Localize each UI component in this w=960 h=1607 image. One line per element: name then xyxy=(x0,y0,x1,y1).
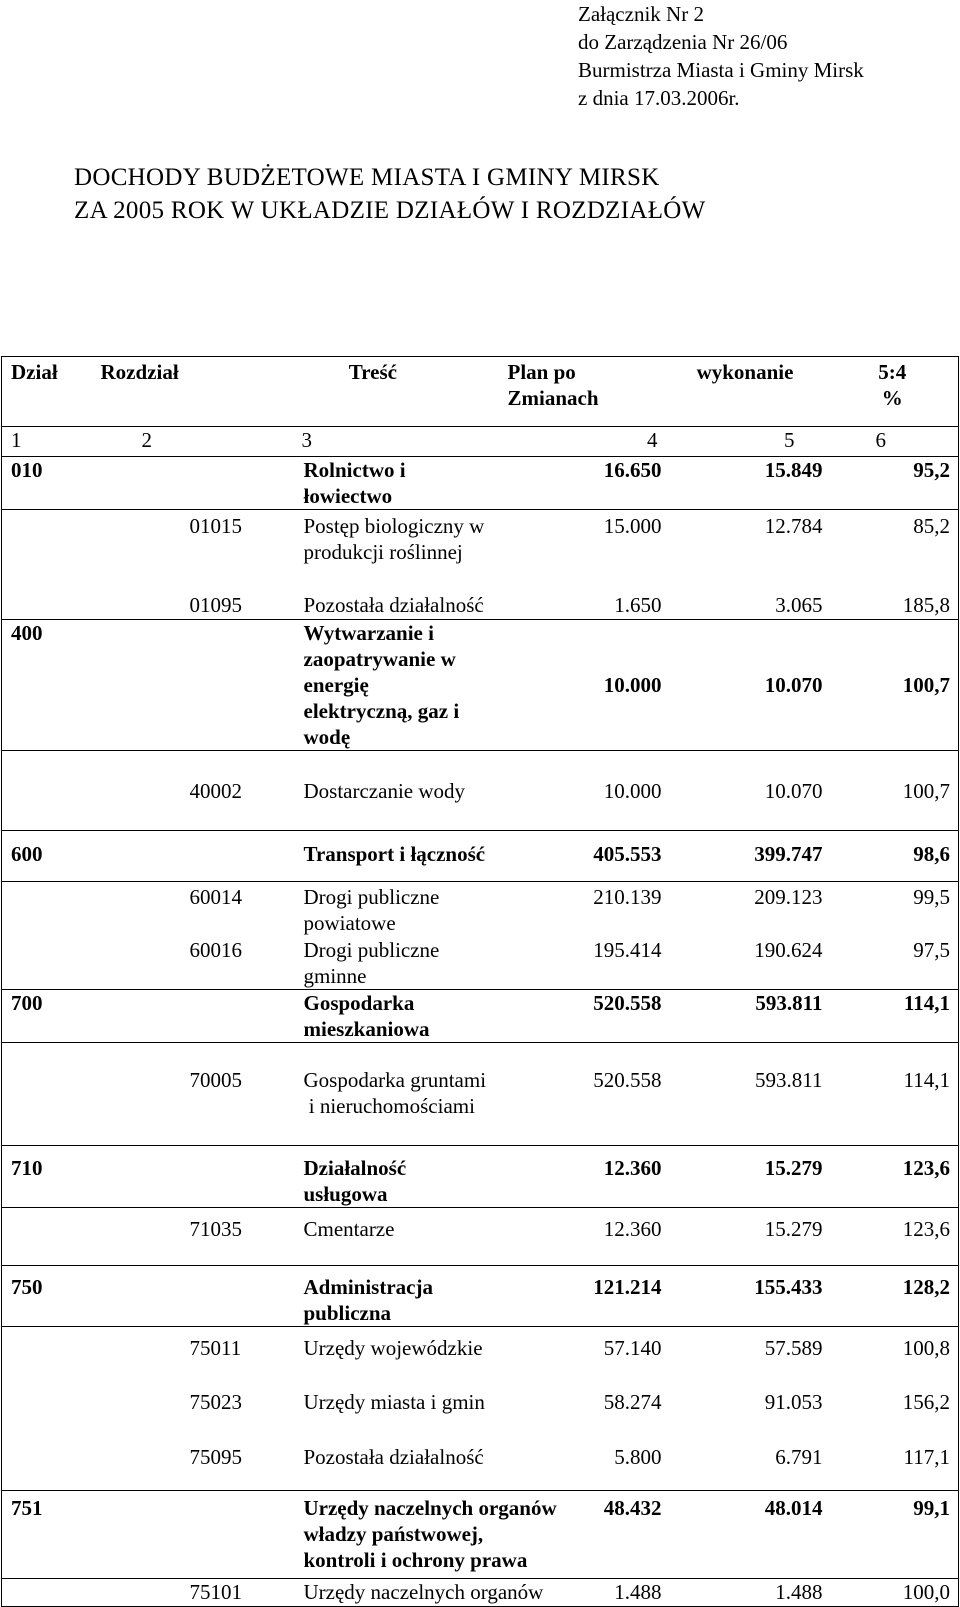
wykonanie-value: 190.624 xyxy=(664,937,827,990)
rozdzial-code: 01015 xyxy=(189,514,242,538)
dzial-code xyxy=(2,882,92,937)
rozdzial-row xyxy=(2,1436,959,1490)
wykonanie-value: 399.747 xyxy=(664,831,827,882)
column-number-row xyxy=(2,427,959,457)
dzial-row xyxy=(2,457,959,510)
header-ratio xyxy=(827,357,959,427)
wykonanie-value: 57.589 xyxy=(764,1335,823,1360)
ratio-value: 100,7 xyxy=(827,620,959,751)
plan-value: 12.360 xyxy=(494,1145,664,1207)
dzial-code: 400 xyxy=(2,620,92,751)
ratio-value: 95,2 xyxy=(827,457,959,510)
dzial-code: 010 xyxy=(2,457,92,510)
rozdzial-code xyxy=(92,989,302,1042)
header-plan-line1: Plan po xyxy=(507,360,576,384)
dzial-row xyxy=(2,989,959,1042)
tresc: Pozostała działalność xyxy=(302,1436,494,1490)
rozdzial-code: 75011 xyxy=(189,1335,242,1360)
ratio-value: 185,8 xyxy=(827,592,959,620)
dzial-code xyxy=(2,1381,92,1436)
header-rozdzial-tresc xyxy=(92,357,494,427)
wykonanie-value: 3.065 xyxy=(664,592,827,620)
tresc: Cmentarze xyxy=(302,1207,494,1265)
rozdzial-code: 40002 xyxy=(92,751,302,831)
plan-value: 1.488 xyxy=(494,1578,664,1606)
dzial-code xyxy=(2,1207,92,1265)
dzial-code: 751 xyxy=(2,1490,92,1578)
rozdzial-code xyxy=(92,1145,302,1207)
ratio-value: 97,5 xyxy=(827,937,959,990)
plan-value: 12.360 xyxy=(494,1207,664,1265)
annex-line: Załącznik Nr 2 xyxy=(578,2,704,26)
plan-value: 58.274 xyxy=(603,1390,662,1414)
plan-value: 520.558 xyxy=(494,989,664,1042)
dzial-row xyxy=(2,1145,959,1207)
dzial-code: 750 xyxy=(2,1265,92,1326)
rozdzial-code: 71035 xyxy=(92,1207,302,1265)
tresc-line: władzy państwowej, xyxy=(303,1521,484,1546)
ratio-value: 99,1 xyxy=(827,1490,959,1578)
tresc-line: Gospodarka gruntami xyxy=(303,1067,487,1092)
plan-value: 48.432 xyxy=(494,1490,664,1578)
dzial-code: 710 xyxy=(2,1145,92,1207)
tresc: Drogi publiczne powiatowe xyxy=(303,885,440,935)
wykonanie-value: 91.053 xyxy=(764,1390,823,1414)
rozdzial-row xyxy=(2,937,959,990)
rozdzial-row xyxy=(2,1578,959,1606)
column-number: 3 xyxy=(302,427,494,457)
rozdzial-code: 70005 xyxy=(92,1042,302,1145)
plan-value: 5.800 xyxy=(494,1436,664,1490)
rozdzial-code xyxy=(92,831,302,882)
tresc-line: elektryczną, gaz i wodę xyxy=(303,699,460,749)
column-number: 6 xyxy=(827,427,959,457)
header-plan xyxy=(494,357,664,427)
title-line: ZA 2005 ROK W UKŁADZIE DZIAŁÓW I ROZDZIAŁÓW xyxy=(74,197,706,224)
tresc xyxy=(302,1042,494,1145)
dzial-code xyxy=(2,1436,92,1490)
ratio-value: 100,8 xyxy=(827,1326,959,1381)
plan-value: 210.139 xyxy=(593,885,662,909)
rozdzial-row xyxy=(2,1042,959,1145)
header-rozdzial: Rozdział xyxy=(100,360,179,384)
plan-value: 1.650 xyxy=(494,592,664,620)
tresc: Transport i łączność xyxy=(302,831,494,882)
document-title xyxy=(74,161,706,227)
wykonanie-value: 593.811 xyxy=(664,989,827,1042)
dzial-code xyxy=(2,510,92,592)
rozdzial-code: 01095 xyxy=(92,592,302,620)
wykonanie-value: 10.070 xyxy=(664,620,827,751)
dzial-code xyxy=(2,1326,92,1381)
header-ratio-line2: % xyxy=(881,386,903,410)
wykonanie-value: 6.791 xyxy=(664,1436,827,1490)
tresc: Urzędy miasta i gmin xyxy=(303,1390,485,1414)
rozdzial-code xyxy=(92,1490,302,1578)
annex-line: do Zarządzenia Nr 26/06 xyxy=(578,30,788,54)
tresc: Drogi publiczne gminne xyxy=(302,937,494,990)
tresc-line: kontroli i ochrony prawa xyxy=(303,1547,528,1572)
annex-line: Burmistrza Miasta i Gminy Mirsk xyxy=(578,58,864,82)
plan-value: 520.558 xyxy=(494,1042,664,1145)
wykonanie-value: 1.488 xyxy=(664,1578,827,1606)
tresc: Urzędy naczelnych organów xyxy=(302,1578,494,1606)
ratio-value: 123,6 xyxy=(827,1207,959,1265)
tresc xyxy=(302,510,494,592)
budget-table xyxy=(1,356,959,1607)
ratio-value: 100,7 xyxy=(827,751,959,831)
rozdzial-code xyxy=(92,1265,302,1326)
tresc xyxy=(302,1490,557,1578)
tresc: Urzędy wojewódzkie xyxy=(303,1335,483,1360)
tresc-line: Urzędy naczelnych organów xyxy=(303,1495,557,1520)
ratio-value: 99,5 xyxy=(827,882,959,937)
rozdzial-row xyxy=(2,592,959,620)
ratio-value: 85,2 xyxy=(827,510,959,592)
plan-value: 405.553 xyxy=(494,831,664,882)
ratio-value: 117,1 xyxy=(827,1436,959,1490)
ratio-value: 100,0 xyxy=(827,1578,959,1606)
annex-header xyxy=(578,0,864,112)
rozdzial-row xyxy=(2,882,959,937)
tresc-line: i nieruchomościami xyxy=(303,1093,475,1118)
plan-value: 121.214 xyxy=(494,1265,664,1326)
tresc: Rolnictwo i łowiectwo xyxy=(302,457,494,510)
column-number: 4 xyxy=(494,427,664,457)
plan-value: 57.140 xyxy=(603,1335,662,1360)
dzial-row xyxy=(2,1490,959,1578)
column-number: 2 xyxy=(92,427,302,457)
rozdzial-code: 60014 xyxy=(189,885,242,909)
column-number: 1 xyxy=(2,427,92,457)
rozdzial-code: 75023 xyxy=(189,1390,242,1414)
dzial-code: 600 xyxy=(2,831,92,882)
ratio-value: 156,2 xyxy=(827,1381,959,1436)
rozdzial-row xyxy=(2,510,959,592)
header-dzial: Dział xyxy=(2,357,92,427)
ratio-value: 128,2 xyxy=(827,1265,959,1326)
plan-value: 10.000 xyxy=(494,620,664,751)
rozdzial-row xyxy=(2,1326,959,1381)
header-plan-line2: Zmianach xyxy=(507,386,599,410)
tresc-line: produkcji roślinnej xyxy=(303,540,463,564)
wykonanie-value: 12.784 xyxy=(764,514,823,538)
tresc: Gospodarka mieszkaniowa xyxy=(302,989,494,1042)
wykonanie-value: 10.070 xyxy=(664,751,827,831)
title-line: DOCHODY BUDŻETOWE MIASTA I GMINY MIRSK xyxy=(74,164,660,191)
wykonanie-value: 593.811 xyxy=(664,1042,827,1145)
tresc-line: Wytwarzanie i xyxy=(303,621,434,645)
tresc-line: Postęp biologiczny w xyxy=(303,514,485,538)
rozdzial-code: 75095 xyxy=(92,1436,302,1490)
plan-value: 16.650 xyxy=(494,457,664,510)
column-number: 5 xyxy=(664,427,827,457)
rozdzial-code: 60016 xyxy=(92,937,302,990)
plan-value: 195.414 xyxy=(494,937,664,990)
ratio-value: 123,6 xyxy=(827,1145,959,1207)
dzial-code xyxy=(2,1578,92,1606)
rozdzial-row xyxy=(2,1381,959,1436)
wykonanie-value: 48.014 xyxy=(664,1490,827,1578)
tresc xyxy=(302,620,494,751)
dzial-code xyxy=(2,751,92,831)
tresc: Administracja publiczna xyxy=(302,1265,494,1326)
rozdzial-code xyxy=(92,620,302,751)
dzial-row xyxy=(2,831,959,882)
dzial-code xyxy=(2,592,92,620)
tresc: Dostarczanie wody xyxy=(302,751,494,831)
rozdzial-code xyxy=(92,457,302,510)
dzial-code: 700 xyxy=(2,989,92,1042)
dzial-code xyxy=(2,1042,92,1145)
wykonanie-value: 155.433 xyxy=(664,1265,827,1326)
ratio-value: 114,1 xyxy=(827,989,959,1042)
dzial-row xyxy=(2,620,959,751)
tresc: Działalność usługowa xyxy=(302,1145,494,1207)
plan-value: 10.000 xyxy=(494,751,664,831)
dzial-code xyxy=(2,937,92,990)
plan-value: 15.000 xyxy=(603,514,662,538)
ratio-value: 114,1 xyxy=(827,1042,959,1145)
annex-line: z dnia 17.03.2006r. xyxy=(578,86,740,110)
wykonanie-value: 15.279 xyxy=(664,1207,827,1265)
header-row xyxy=(2,357,959,427)
header-tresc: Treść xyxy=(348,360,397,384)
wykonanie-value: 209.123 xyxy=(754,885,823,909)
tresc-line: zaopatrywanie w energię xyxy=(303,647,456,697)
rozdzial-code: 75101 xyxy=(92,1578,302,1606)
ratio-value: 98,6 xyxy=(827,831,959,882)
header-wykonanie: wykonanie xyxy=(664,357,827,427)
rozdzial-row xyxy=(2,751,959,831)
tresc: Pozostała działalność xyxy=(302,592,494,620)
header-ratio-line1: 5:4 xyxy=(878,360,907,384)
wykonanie-value: 15.849 xyxy=(664,457,827,510)
wykonanie-value: 15.279 xyxy=(664,1145,827,1207)
rozdzial-row xyxy=(2,1207,959,1265)
dzial-row xyxy=(2,1265,959,1326)
